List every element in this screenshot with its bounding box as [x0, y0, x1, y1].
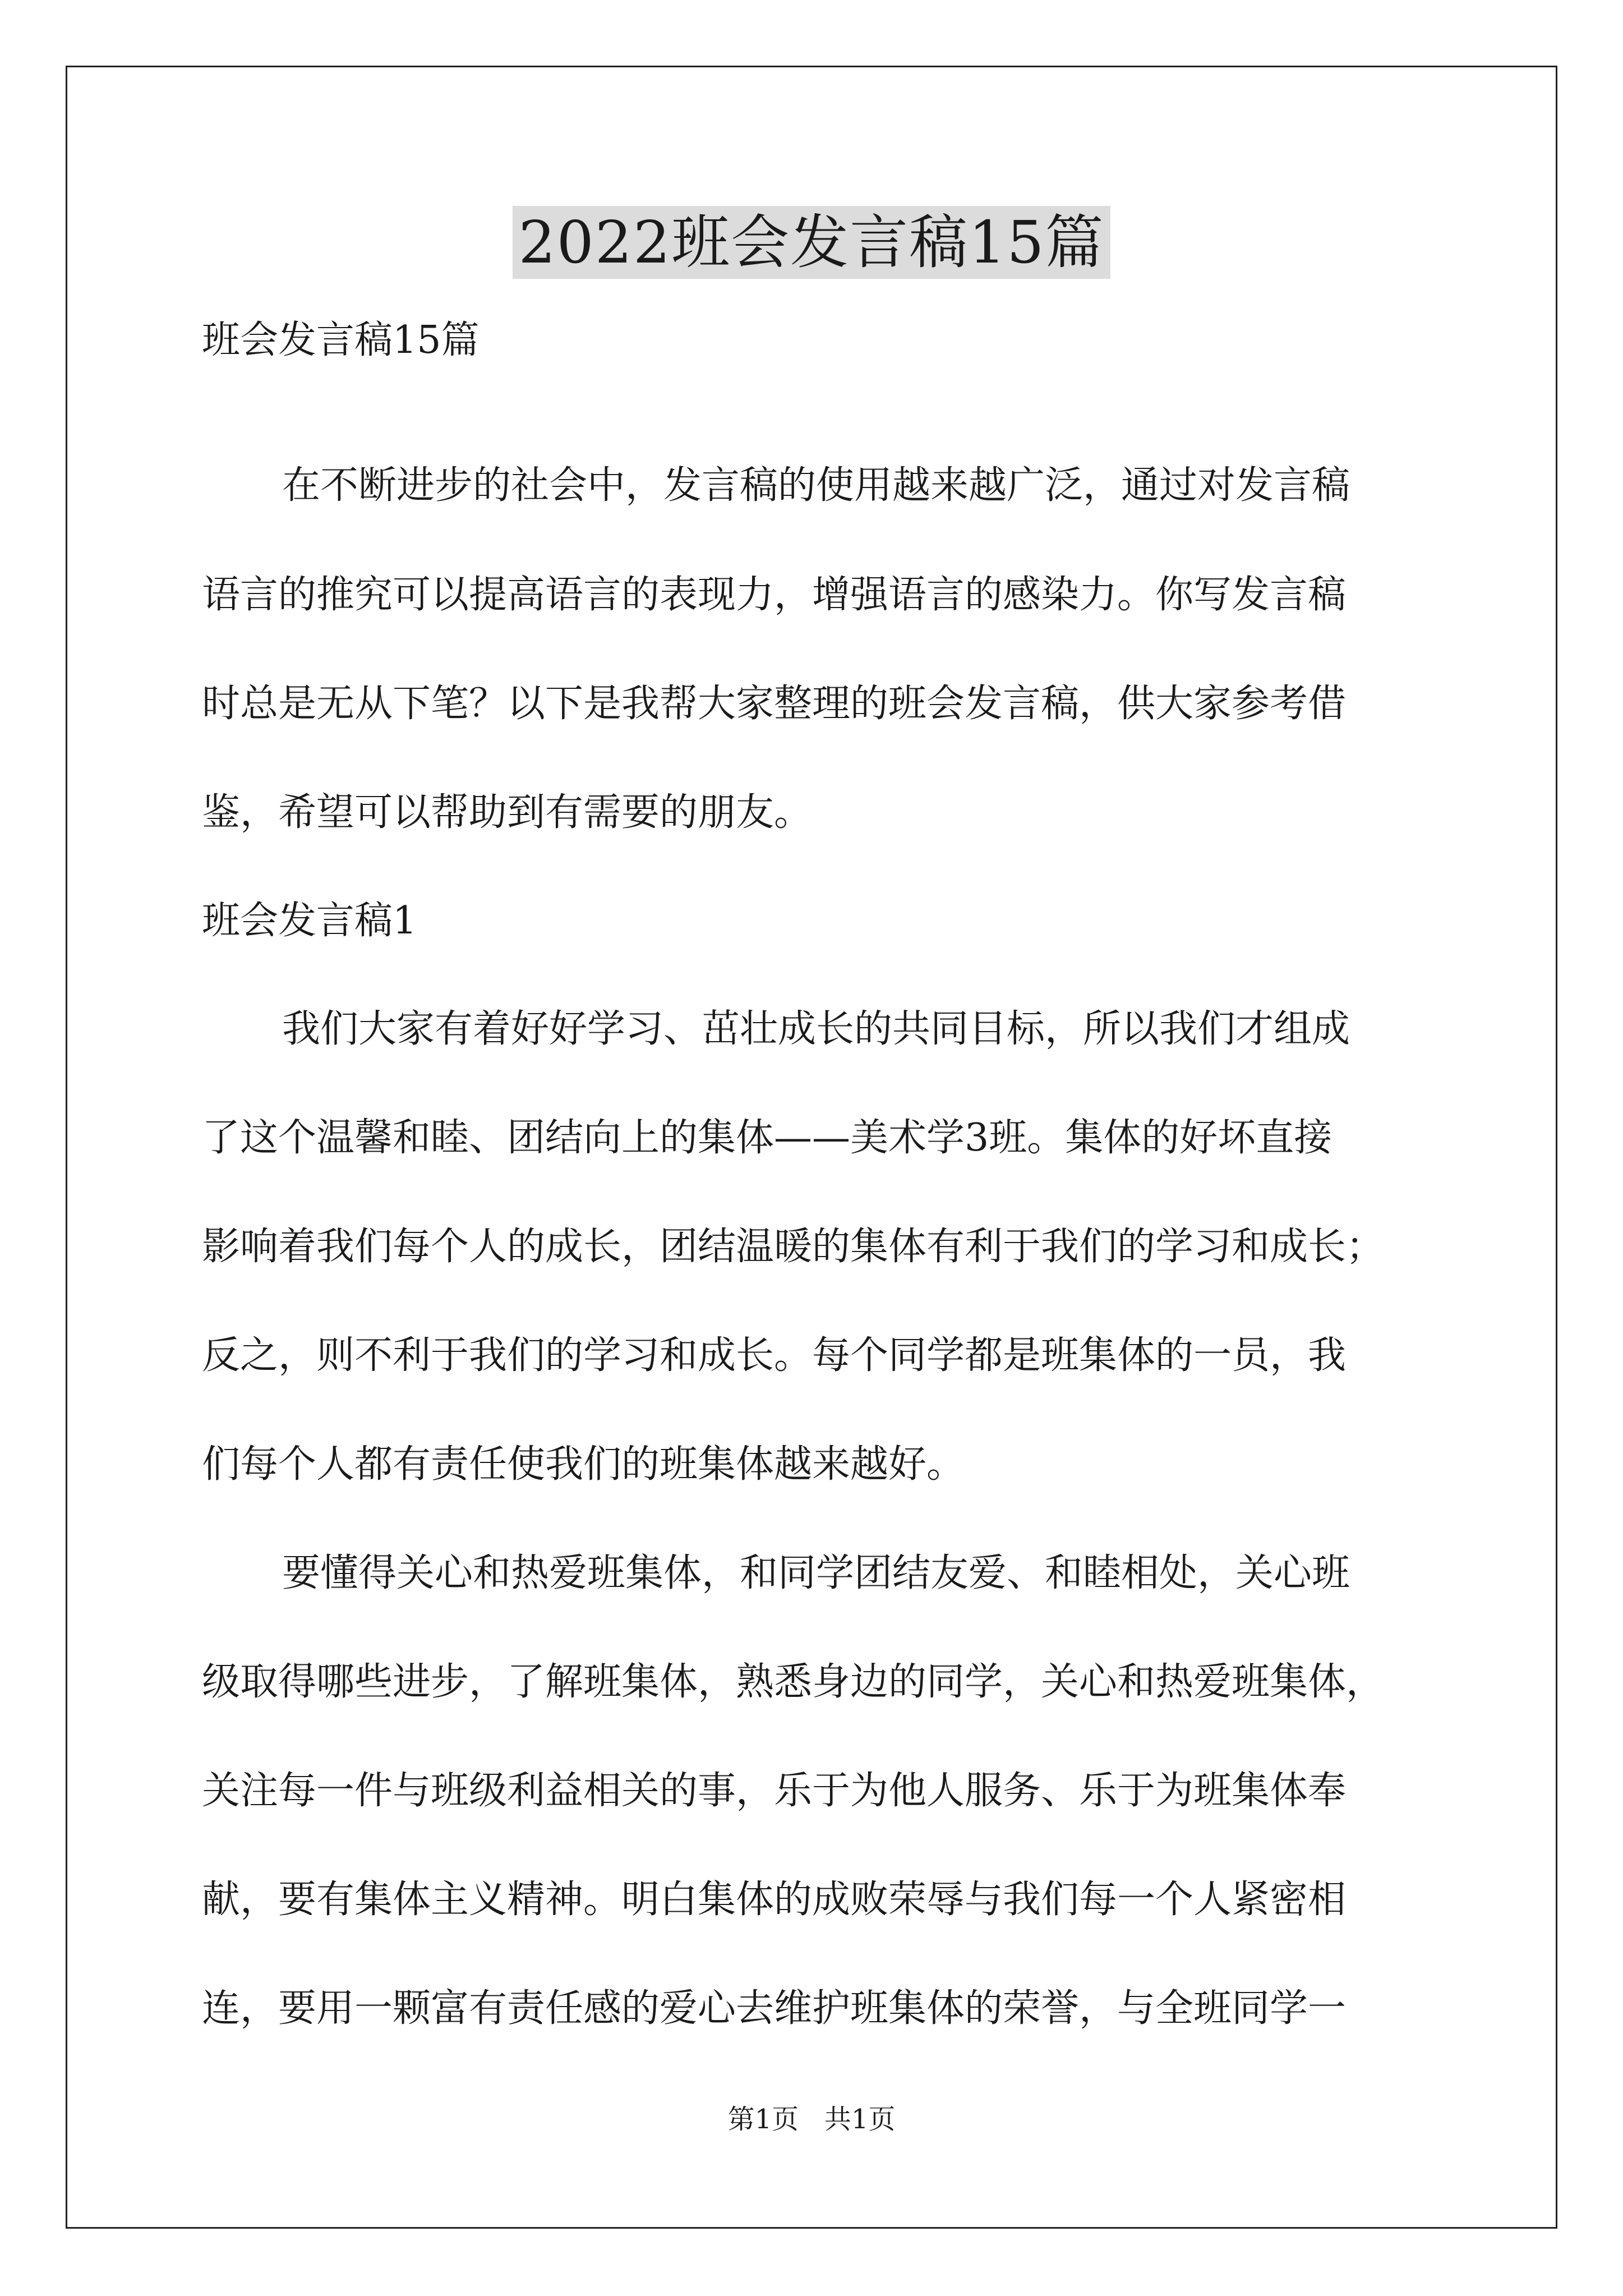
page-number-footer: 第1页 共1页: [727, 2104, 896, 2135]
paragraph-line: 要懂得关心和热爱班集体，和同学团结友爱、和睦相处，关心班: [282, 1551, 1350, 1595]
paragraph-line: 了这个温馨和睦、团结向上的集体——美术学3班。集体的好坏直接: [202, 1116, 1332, 1160]
paragraph-line: 连，要用一颗富有责任感的爱心去维护班集体的荣誉，与全班同学一: [202, 1986, 1347, 2031]
section-heading: 班会发言稿1: [202, 899, 417, 943]
paragraph-line: 级取得哪些进步，了解班集体，熟悉身边的同学，关心和热爱班集体，: [202, 1660, 1385, 1704]
paragraph-line: 反之，则不利于我们的学习和成长。每个同学都是班集体的一员，我: [202, 1333, 1347, 1378]
paragraph-line: 语言的推究可以提高语言的表现力，增强语言的感染力。你写发言稿: [202, 573, 1347, 617]
paragraph-line: 在不断进步的社会中，发言稿的使用越来越广泛，通过对发言稿: [282, 463, 1350, 508]
subtitle-line: 班会发言稿15篇: [202, 318, 479, 362]
paragraph-line: 献，要有集体主义精神。明白集体的成败荣辱与我们每一个人紧密相: [202, 1878, 1347, 1922]
document-title-text: 2022班会发言稿15篇: [513, 206, 1110, 279]
paragraph-line: 我们大家有着好好学习、茁壮成长的共同目标，所以我们才组成: [282, 1007, 1350, 1051]
document-title: [0, 203, 1623, 282]
paragraph-line: 鉴，希望可以帮助到有需要的朋友。: [202, 790, 813, 835]
paragraph-line: 影响着我们每个人的成长，团结温暖的集体有利于我们的学习和成长；: [202, 1225, 1385, 1269]
paragraph-line: 关注每一件与班级利益相关的事，乐于为他人服务、乐于为班集体奉: [202, 1769, 1347, 1813]
paragraph-line: 们每个人都有责任使我们的班集体越来越好。: [202, 1442, 965, 1487]
paragraph-line: 时总是无从下笔？以下是我帮大家整理的班会发言稿，供大家参考借: [202, 682, 1347, 726]
